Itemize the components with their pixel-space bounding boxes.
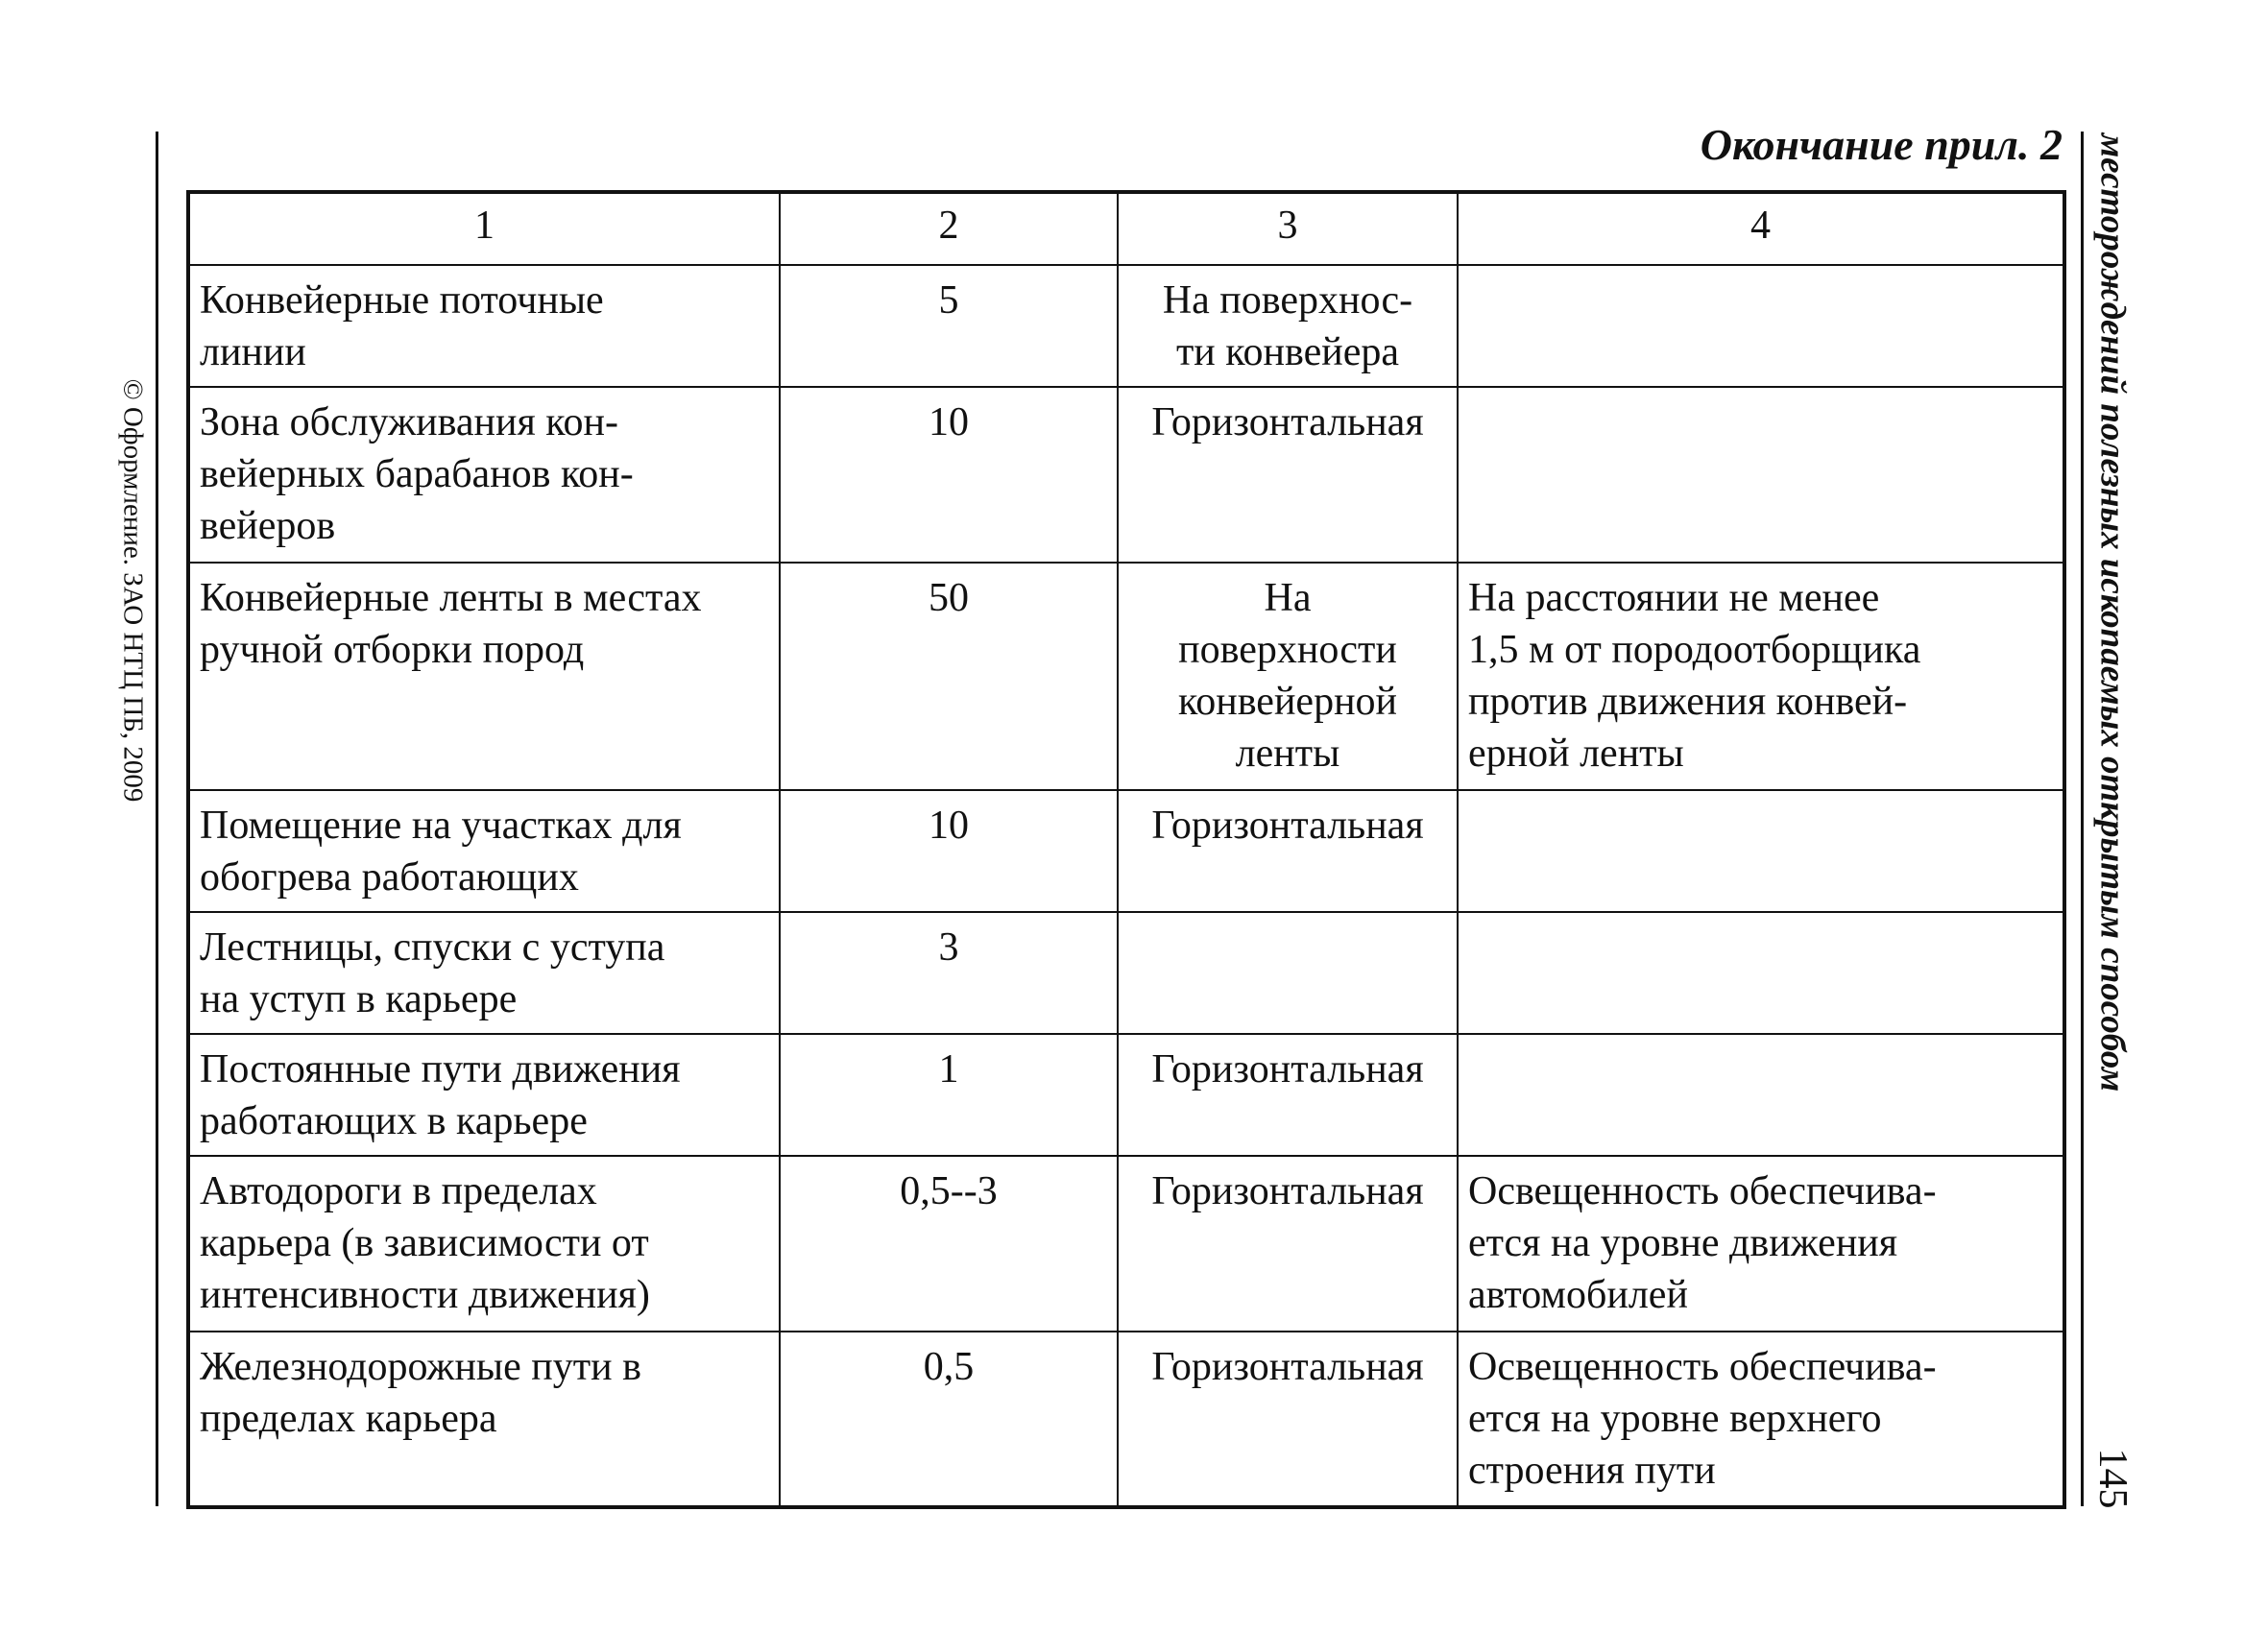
plane-text: На поверхности конвейерной ленты — [1177, 576, 1398, 776]
place-cell — [188, 790, 780, 912]
lighting-norms-table — [186, 190, 2066, 1509]
table-row — [188, 790, 2064, 912]
illuminance-cell — [780, 912, 1118, 1034]
illuminance-text: 5 — [938, 278, 959, 323]
illuminance-cell — [780, 1034, 1118, 1156]
plane-cell — [1118, 563, 1458, 790]
place-cell — [188, 912, 780, 1034]
page-number-text: 145 — [2090, 1448, 2135, 1509]
place-cell — [188, 387, 780, 563]
right-margin-rule — [2081, 132, 2084, 1506]
place-text: Железнодорожные пути в пределах карьера — [200, 1345, 641, 1441]
note-cell — [1458, 265, 2064, 387]
note-cell — [1458, 1332, 2064, 1507]
header-cell-3: 3 — [1118, 192, 1458, 265]
table-row — [188, 912, 2064, 1034]
illuminance-text: 0,5--3 — [900, 1169, 998, 1213]
place-text: Постоянные пути движения работающих в карьере — [200, 1047, 681, 1143]
illuminance-text: 3 — [938, 925, 959, 970]
illuminance-cell — [780, 790, 1118, 912]
place-text: Лестницы, спуски с уступа на уступ в карьере — [200, 925, 665, 1021]
plane-text: Горизонтальная — [1151, 400, 1424, 444]
note-cell — [1458, 563, 2064, 790]
left-margin-rule — [156, 132, 158, 1506]
table-row — [188, 265, 2064, 387]
illuminance-cell — [780, 563, 1118, 790]
illuminance-text: 10 — [929, 804, 969, 848]
plane-text: На поверхнос- ти конвейера — [1162, 278, 1413, 374]
plane-cell — [1118, 1156, 1458, 1332]
place-text: Помещение на участках для обогрева работающих — [200, 804, 682, 900]
illuminance-text: 50 — [929, 576, 969, 620]
table-row — [188, 1034, 2064, 1156]
place-cell — [188, 1156, 780, 1332]
plane-text: Горизонтальная — [1151, 1169, 1424, 1213]
illuminance-text: 1 — [938, 1047, 959, 1092]
place-cell — [188, 1034, 780, 1156]
place-cell — [188, 563, 780, 790]
table-row — [188, 563, 2064, 790]
table-row — [188, 1332, 2064, 1507]
note-cell — [1458, 1156, 2064, 1332]
header-cell-2: 2 — [780, 192, 1118, 265]
note-cell — [1458, 1034, 2064, 1156]
plane-cell — [1118, 912, 1458, 1034]
plane-cell — [1118, 387, 1458, 563]
illuminance-cell — [780, 1332, 1118, 1507]
illuminance-cell — [780, 1156, 1118, 1332]
table-header-row — [188, 192, 2064, 265]
plane-cell — [1118, 1034, 1458, 1156]
header-cell-4: 4 — [1458, 192, 2064, 265]
illuminance-text: 10 — [929, 400, 969, 444]
illuminance-cell — [780, 387, 1118, 563]
note-cell — [1458, 387, 2064, 563]
copyright-text: © Оформление. ЗАО НТЦ ПБ, 2009 — [117, 378, 149, 803]
plane-text: Горизонтальная — [1151, 1047, 1424, 1092]
table-row — [188, 1156, 2064, 1332]
place-cell — [188, 265, 780, 387]
plane-text: Горизонтальная — [1151, 804, 1424, 848]
running-head-text: месторождений полезных ископаемых открытым способом — [2092, 132, 2133, 1092]
place-text: Конвейерные ленты в местах ручной отборки пород — [200, 576, 702, 672]
note-cell — [1458, 790, 2064, 912]
plane-cell — [1118, 790, 1458, 912]
plane-text: Горизонтальная — [1151, 1345, 1424, 1389]
place-text: Зона обслуживания кон- вейерных барабанов кон- вейеров — [200, 400, 634, 548]
illuminance-text: 0,5 — [923, 1345, 975, 1389]
place-cell — [188, 1332, 780, 1507]
illuminance-cell — [780, 265, 1118, 387]
plane-cell — [1118, 265, 1458, 387]
note-text: На расстоянии не менее 1,5 м от породоотборщика против движения конвей- ерной ленты — [1468, 576, 1921, 776]
place-text: Автодороги в пределах карьера (в зависимости от интенсивности движения) — [200, 1169, 650, 1317]
place-text: Конвейерные поточные линии — [200, 278, 604, 374]
table-row — [188, 387, 2064, 563]
note-cell — [1458, 912, 2064, 1034]
plane-cell — [1118, 1332, 1458, 1507]
note-text: Освещенность обеспечива- ется на уровне движения автомобилей — [1468, 1169, 1937, 1317]
table-caption: Окончание прил. 2 — [1700, 120, 2063, 169]
header-cell-1: 1 — [188, 192, 780, 265]
note-text: Освещенность обеспечива- ется на уровне верхнего строения пути — [1468, 1345, 1937, 1493]
